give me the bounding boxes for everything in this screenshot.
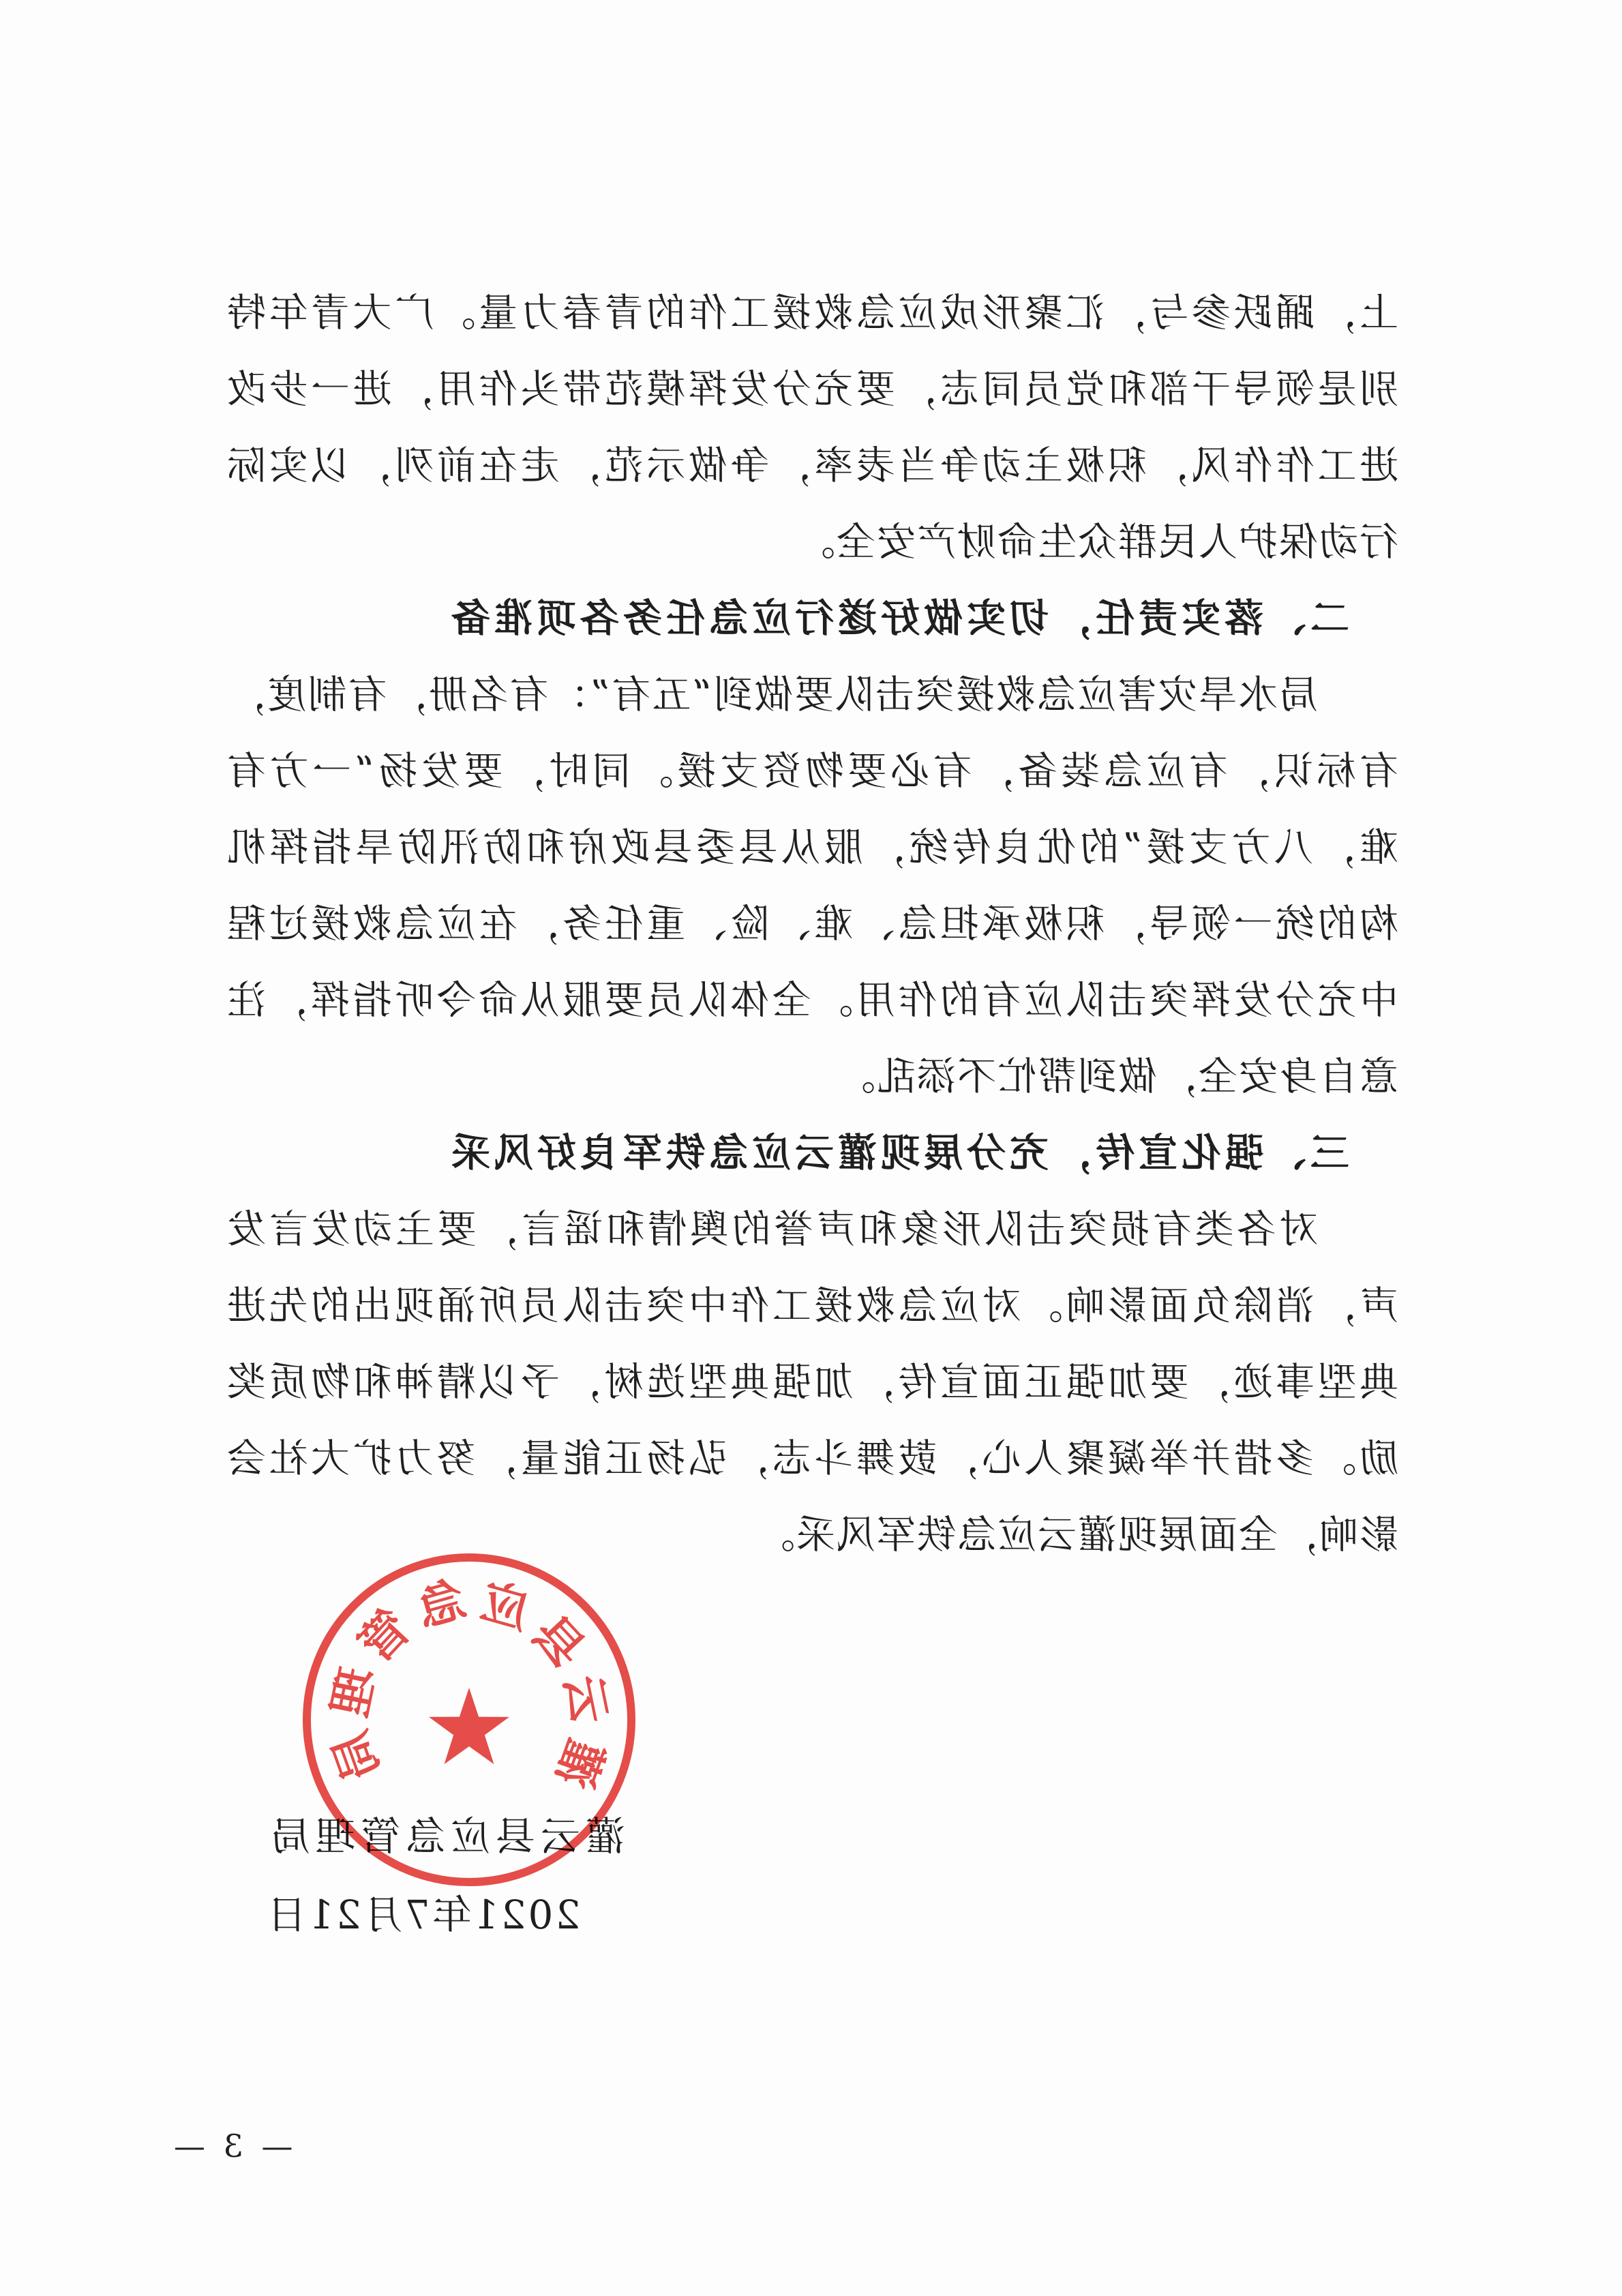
text-line: 别是领导干部和党员同志，要充分发挥模范带头作用，进一步改 <box>226 367 1398 412</box>
text-line: 有标识，有应急装备，有必要物资支援。同时，要发扬“一方有 <box>226 749 1398 794</box>
text-line: 上，踊跃参与，汇聚形成应急救援工作的青春力量。广大青年特 <box>226 290 1398 336</box>
text-line: 中充分发挥突击队应有的作用。全体队员要服从命令听指挥，注 <box>226 978 1398 1023</box>
paragraph <box>226 657 1398 1115</box>
text-line: 影响，全面展现灌云应急铁军风采。 <box>755 1512 1398 1557</box>
page-number: — 3 — <box>170 2128 293 2164</box>
paragraph-continuation <box>226 275 1398 580</box>
section-heading: 二、落实责任，切实做好遂行应急任务各项准备 <box>447 596 1349 641</box>
text-line: 难，八方支援”的优良传统，服从县委县政府和防汛防旱指挥机 <box>226 825 1398 870</box>
seal-text <box>320 1571 618 1795</box>
text-line: 构的统一领导，积极承担急、难、险、重任务，在应急救援过程 <box>226 901 1398 946</box>
section-heading: 三、强化宣传，充分展现灌云应急铁军良好风采 <box>447 1131 1349 1176</box>
paragraph <box>226 1191 1398 1573</box>
document-body <box>226 275 1398 1573</box>
official-seal <box>285 1536 653 1904</box>
text-line: 励。多措并举凝聚人心，鼓舞斗志，弘扬正能量，努力扩大社会 <box>226 1436 1398 1481</box>
text-line: 典型事迹，要加强正面宣传，加强典型选树，予以精神和物质奖 <box>226 1360 1398 1405</box>
text-line: 意自身安全，做到帮忙不添乱。 <box>835 1054 1398 1099</box>
text-line: 对各类有损突击队形象和声誉的舆情和谣言，要主动发言发 <box>226 1207 1318 1252</box>
signature-organization: 灌云县应急管理局 <box>265 1813 626 1860</box>
signature-date: 2021年7月21日 <box>265 1892 581 1938</box>
text-line: 进工作作风，积极主动争当表率，争做示范，走在前列，以实际 <box>226 443 1398 488</box>
star-icon <box>429 1688 509 1764</box>
text-line: 局水旱灾害应急救援突击队要做到“五有”：有名册，有制度， <box>226 672 1318 717</box>
text-line: 行动保护人民群众生命财产安全。 <box>795 520 1398 565</box>
seal-text-path: 灌云县应急管理局 <box>320 1570 618 1796</box>
text-line: 声，消除负面影响。对应急救援工作中突击队员所涌现出的先进 <box>226 1283 1398 1328</box>
